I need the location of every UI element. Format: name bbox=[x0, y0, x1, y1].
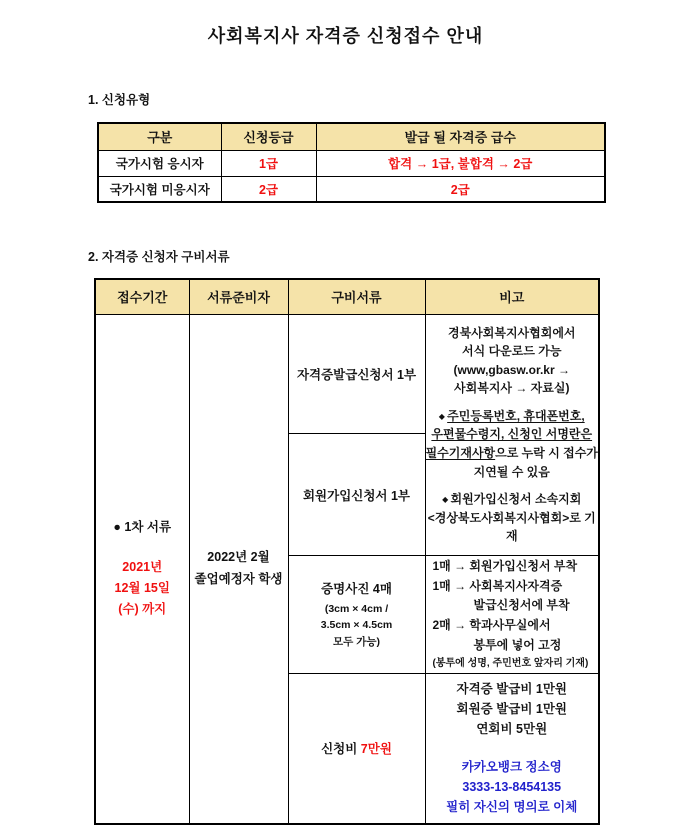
deadline-date: 12월 15일 bbox=[114, 580, 170, 595]
table1-header-row bbox=[98, 123, 605, 150]
page-title: 사회복지사 자격증 신청접수 안내 bbox=[207, 26, 484, 46]
table-row bbox=[98, 176, 605, 202]
preparer-line: 2022년 2월 bbox=[207, 549, 270, 564]
application-type-table bbox=[97, 122, 606, 203]
deadline-day: (수) 까지 bbox=[118, 602, 167, 617]
remark-cell-fees-bank bbox=[425, 674, 599, 824]
document-cell-certificate-form: 자격증발급신청서 1부 bbox=[288, 314, 425, 434]
table1-header-issued: 발급 될 자격증 급수 bbox=[316, 123, 605, 150]
bank-account-name: 카카오뱅크 정소영 bbox=[461, 760, 562, 775]
diamond-bullet-icon: ◆ bbox=[438, 411, 448, 421]
fee-line: 자격증 발급비 1만원 bbox=[456, 682, 567, 697]
table-row bbox=[95, 314, 599, 434]
row-category: 국가시험 미응시자 bbox=[98, 176, 221, 202]
document-cell-application-fee: 신청비 7만원 bbox=[288, 674, 425, 824]
required-fields-note: ◆ 주민등록번호, 휴대폰번호, 우편물수령지, 신청인 서명란은 필수기재사항으로 누락 시 접수가 지연될 수 있음 bbox=[425, 408, 598, 479]
bank-transfer-note: 필히 자신의 명의로 이체 bbox=[446, 800, 578, 815]
table1-header-category: 구분 bbox=[98, 123, 221, 150]
row-category: 국가시험 응시자 bbox=[98, 150, 221, 176]
bank-account-number: 3333-13-8454135 bbox=[462, 780, 562, 795]
preparer-line: 졸업예정자 학생 bbox=[194, 571, 283, 586]
download-info: 경북사회복지사협회에서 서식 다운로드 가능 (www,gbasw.or.kr → 사회복지사 → 자료실) bbox=[447, 325, 576, 396]
spacer bbox=[426, 739, 599, 757]
fee-amount: 7만원 bbox=[360, 742, 392, 757]
table1-header-grade: 신청등급 bbox=[221, 123, 316, 150]
fee-line: 연회비 5만원 bbox=[476, 722, 548, 737]
preparer-cell bbox=[189, 314, 288, 824]
table2-header-documents: 구비서류 bbox=[288, 279, 425, 314]
section2-heading: 2. 자격증 신청자 구비서류 bbox=[88, 250, 230, 264]
remark-cell-download-notes bbox=[425, 314, 599, 556]
table2-header-row bbox=[95, 279, 599, 314]
period-cell bbox=[95, 314, 189, 824]
period-label: ● 1차 서류 bbox=[113, 519, 172, 534]
table-row bbox=[98, 150, 605, 176]
document-cell-membership-form: 회원가입신청서 1부 bbox=[288, 434, 425, 556]
row-grade: 1급 bbox=[221, 150, 316, 176]
required-documents-table bbox=[94, 278, 600, 825]
deadline-year: 2021년 bbox=[122, 559, 163, 574]
row-issued: 2급 bbox=[316, 176, 605, 202]
branch-note: ◆ 회원가입신청서 소속지회 <경상북도사회복지사협회>로 기재 bbox=[427, 492, 596, 544]
table2-header-period: 접수기간 bbox=[95, 279, 189, 314]
section1-heading: 1. 신청유형 bbox=[88, 93, 151, 107]
diamond-bullet-icon: ◆ bbox=[442, 495, 451, 505]
row-grade: 2급 bbox=[221, 176, 316, 202]
row-issued: 합격 → 1급, 불합격 → 2급 bbox=[316, 150, 605, 176]
table2-header-preparer: 서류준비자 bbox=[189, 279, 288, 314]
table2-header-remarks: 비고 bbox=[425, 279, 599, 314]
document-cell-photos: 증명사진 4매 (3cm × 4cm / 3.5cm × 4.5cm 모두 가능) bbox=[288, 556, 425, 674]
remark-cell-photo-usage: 1매 → 회원가입신청서 부착 1매 → 사회복지사자격증 발급신청서에 부착 2매 → 학과사무실에서 봉투에 넣어 고정 (봉투에 성명, 주민번호 앞자리 기재) bbox=[425, 556, 599, 674]
fee-line: 회원증 발급비 1만원 bbox=[456, 702, 567, 717]
